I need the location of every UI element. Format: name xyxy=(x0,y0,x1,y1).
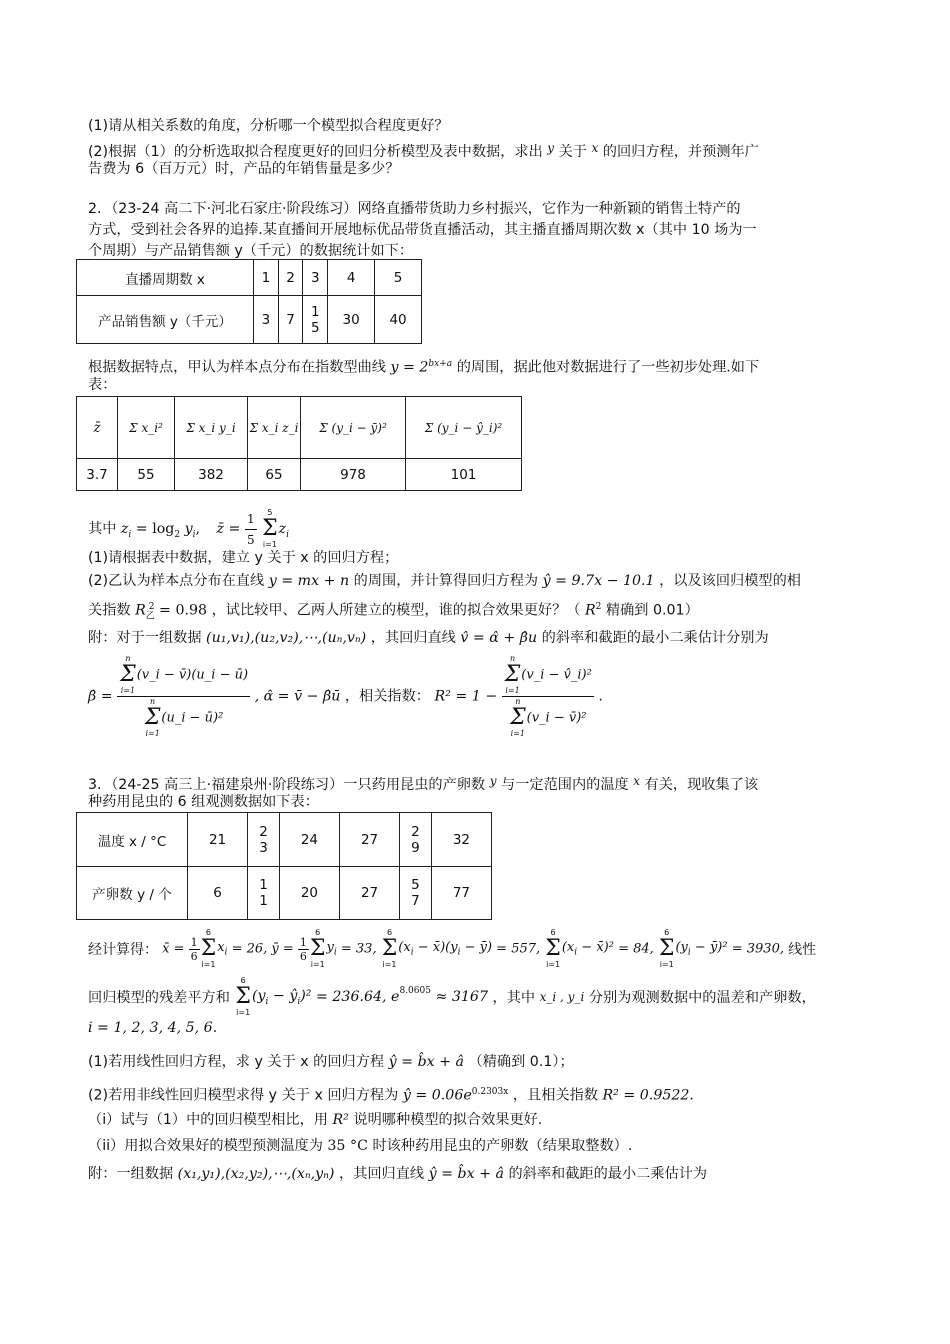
q2-ask2-line2: 关指数 $R_乙^2 = 0.98$ ，试比较甲、乙两人所建立的模型，谁的拟合效果更好？（ $R^2$ 精确到 0.01） xyxy=(88,602,699,622)
q2-table-cell: 1 5 xyxy=(303,296,328,344)
q3-table-cell: 27 xyxy=(339,813,399,867)
q2-after-table-line2: 表： xyxy=(88,377,117,393)
q2-table-cell: 30 xyxy=(328,296,375,344)
q2-summary-cell: 382 xyxy=(175,459,248,491)
q3-table-cell: 77 xyxy=(431,867,491,920)
q3-table-cell: 24 xyxy=(279,813,339,867)
q3-table-cell: 6 xyxy=(188,867,248,920)
q3-ask1: (1)若用线性回归方程，求 y 关于 x 的回归方程 ŷ = b̂x + â （精确到 0.1）； xyxy=(88,1054,574,1070)
q1-part2-line2: 告费为 6（百万元）时，产品的年销售量是多少？ xyxy=(88,161,400,177)
q3-table-header-y: 产卵数 y / 个 xyxy=(77,867,188,920)
q3-table-cell: 1 1 xyxy=(248,867,280,920)
q3-table-cell: 5 7 xyxy=(400,867,432,920)
q2-summary-cell: 3.7 xyxy=(77,459,118,491)
q2-summary-header: z̄ xyxy=(77,397,118,459)
q2-summary-cell: 101 xyxy=(406,459,522,491)
q3-ask2: (2)若用非线性回归模型求得 y 关于 x 回归方程为 ŷ = $0.06e^{0.2303x}$ ，且相关指数 R² = 0.9522. xyxy=(88,1087,694,1104)
q2-table-cell: 1 xyxy=(254,260,279,296)
q3-sub1: （i）试与（1）中的回归模型相比，用 R² 说明哪种模型的拟合效果更好. xyxy=(88,1112,543,1128)
q2-table-cell: 7 xyxy=(278,296,303,344)
q2-summary-cell: 55 xyxy=(118,459,175,491)
q2-stem-line3: 个周期）与产品销售额 y（千元）的数据统计如下： xyxy=(88,243,414,259)
q2-summary-header: Σ x_i y_i xyxy=(175,397,248,459)
q2-table-cell: 5 xyxy=(375,260,422,296)
q2-summary-header: Σ (y_i − ŷ_i)² xyxy=(406,397,522,459)
q2-summary-table xyxy=(76,396,522,491)
q3-appendix: 附：一组数据 (x₁,y₁),(x₂,y₂),⋯,(xₙ,yₙ) ，其回归直线 ŷ = b̂x + â 的斜率和截距的最小二乘估计为 xyxy=(88,1166,708,1182)
q2-table-header-y: 产品销售额 y（千元） xyxy=(77,296,254,344)
q2-table-cell: 40 xyxy=(375,296,422,344)
q2-table-cell: 3 xyxy=(254,296,279,344)
q2-appendix-line: 附：对于一组数据 (u₁,v₁),(u₂,v₂),⋯,(uₙ,vₙ) ，其回归直线 v̂ = α̂ + β̂u 的斜率和截距的最小二乘估计分别为 xyxy=(88,630,769,646)
q3-table-cell: 2 3 xyxy=(248,813,280,867)
q2-summary-header: Σ (y_i − ȳ)² xyxy=(301,397,406,459)
q3-table-cell: 32 xyxy=(431,813,491,867)
q3-i-range: i = 1, 2, 3, 4, 5, 6. xyxy=(88,1020,218,1036)
q2-stem-line1: 2．（23-24 高二下·河北石家庄·阶段练习）网络直播带货助力乡村振兴，它作为一种新颖的销售土特产的 xyxy=(88,201,741,217)
q3-table-header-x: 温度 x / °C xyxy=(77,813,188,867)
q2-data-table xyxy=(76,259,422,344)
q2-formula-block: β̂ = n Σ i=1 (v_i − v̄)(u_i − ū) n Σ i=1 (u_i − ū)² , α̂ = v̄ − β̂ū ，相关指数： R² = 1 − n Σ i=1 (v_i − v̂_i)² n Σ i=1 (v_i − v̄)² . xyxy=(88,654,603,738)
q2-table-cell: 3 xyxy=(303,260,328,296)
q1-part2-line1: (2)根据（1）的分析选取拟合程度更好的回归分析模型及表中数据，求出 $^y$ 关于 $^x$ 的回归方程，并预测年广 xyxy=(88,141,759,160)
q2-summary-cell: 978 xyxy=(301,459,406,491)
q3-data-table xyxy=(76,812,492,920)
q3-table-cell: 21 xyxy=(188,813,248,867)
q2-summary-header: Σ x_i² xyxy=(118,397,175,459)
q2-summary-cell: 65 xyxy=(248,459,301,491)
q3-stem-line1: 3．（24-25 高三上·福建泉州·阶段练习）一只药用昆虫的产卵数 $^y$ 与一定范围内的温度 $^x$ 有关，现收集了该 xyxy=(88,774,759,793)
q2-where-line: 其中 $z_i = \log_2 y_i$, z̄ = $\frac{1}{5}$ 5 Σ i=1 $z_i$ xyxy=(88,508,290,549)
q2-stem-line2: 方式，受到社会各界的追捧.某直播间开展地标优品带货直播活动，其主播直播周期次数 x（其中 10 场为一 xyxy=(88,222,757,238)
q2-ask1: (1)请根据表中数据，建立 y 关于 x 的回归方程； xyxy=(88,550,399,566)
q2-table-header-x: 直播周期数 x xyxy=(77,260,254,296)
q3-calc-line: 经计算得： x̄ = $\frac{1}{6}$ 6 Σ i=1 $x_i = 26$, ȳ = $\frac{1}{6}$ 6 Σ i=1 $y_i = 33$, 6 Σ i=1 ($x_i$ − $x̄)(y_i$ − ȳ) = 557, 6 Σ i=1 ($x_i$ − x̄)² = 84, 6 Σ i=1 ($y_i$ − ȳ)² = 3930, 线性 xyxy=(88,928,817,969)
q2-table-cell: 2 xyxy=(278,260,303,296)
q3-sub2: （ii）用拟合效果好的模型预测温度为 35 °C 时该种药用昆虫的产卵数（结果取整数）. xyxy=(88,1138,633,1154)
q3-table-cell: 27 xyxy=(339,867,399,920)
q2-table-cell: 4 xyxy=(328,260,375,296)
q2-after-table-line1: 根据数据特点，甲认为样本点分布在指数型曲线 $y = 2^{bx+a}$ 的周围，据此他对数据进行了一些初步处理.如下 xyxy=(88,359,760,376)
q2-ask2-line1: (2)乙认为样本点分布在直线 y = mx + n 的周围，并计算得回归方程为 ŷ = 9.7x − 10.1 ，以及该回归模型的相 xyxy=(88,573,801,589)
q3-residual-line: 回归模型的残差平方和 6 Σ i=1 ($y_i$ − $ŷ_i)^2 = 236.64$, $e^{8.0605} \approx 3167$ ，其中 x_i , y_i 分别为观测数据中的温差和产卵数， xyxy=(88,976,816,1017)
q3-stem-line2: 种药用昆虫的 6 组观测数据如下表： xyxy=(88,794,319,810)
q3-table-cell: 20 xyxy=(279,867,339,920)
q3-table-cell: 2 9 xyxy=(400,813,432,867)
q1-part1: (1)请从相关系数的角度，分析哪一个模型拟合程度更好？ xyxy=(88,118,449,134)
q2-summary-header: Σ x_i z_i xyxy=(248,397,301,459)
